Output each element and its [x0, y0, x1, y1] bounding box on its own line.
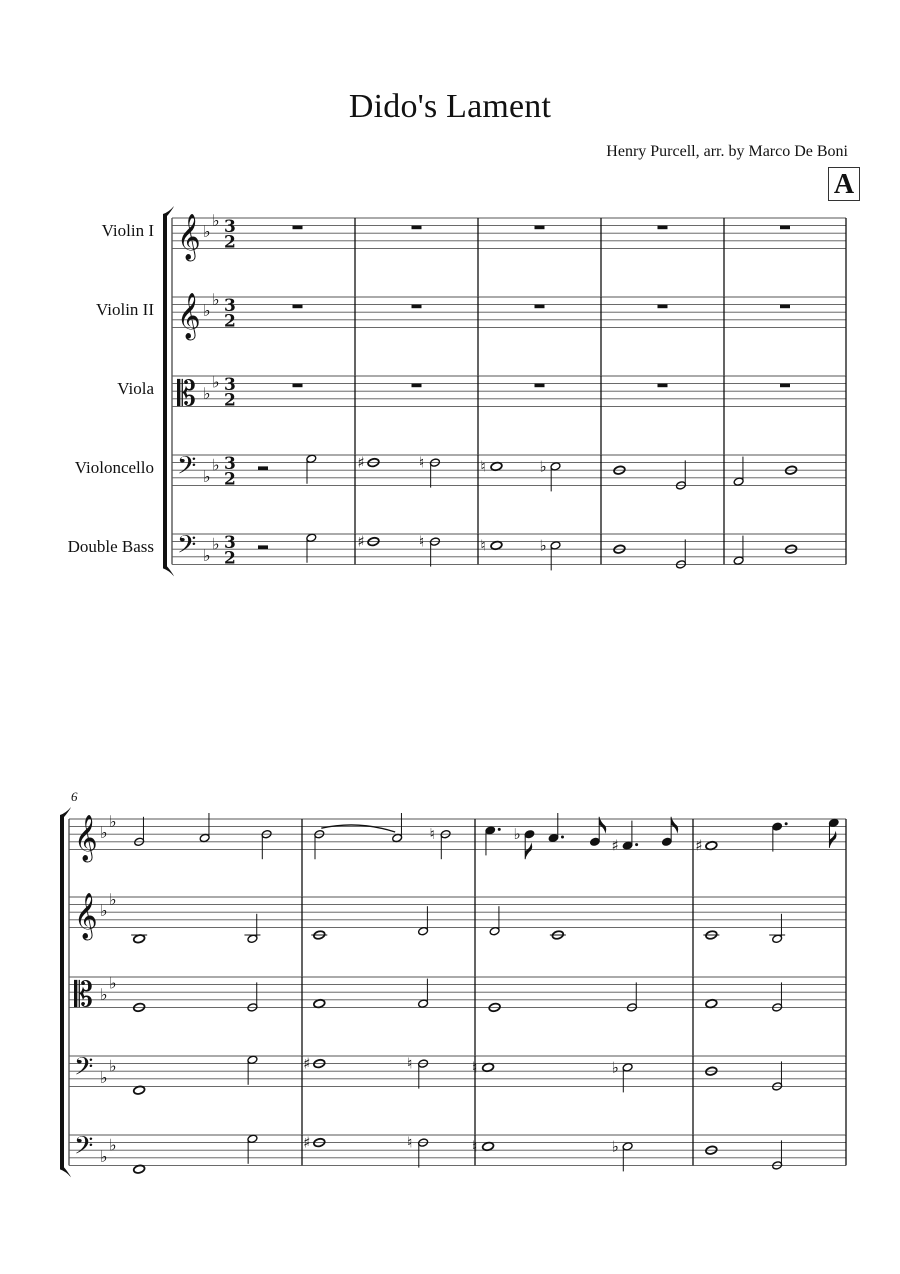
whole-rest-icon — [535, 305, 545, 309]
whole-rest-icon — [412, 384, 422, 388]
natural-icon: ♮ — [407, 1133, 413, 1152]
treble-clef-icon: 𝄞 — [74, 892, 98, 939]
natural-icon: ♮ — [480, 536, 486, 555]
flat-icon: ♭ — [539, 457, 547, 476]
instrument-label: Violin I — [101, 221, 154, 241]
bass-clef-icon: 𝄢 — [74, 1052, 94, 1088]
time-signature-denominator: 2 — [224, 311, 236, 332]
time-signature-numerator: 3 — [224, 454, 236, 475]
flat-icon: ♭ — [100, 901, 108, 921]
staff-violin-i — [172, 211, 846, 297]
flat-icon: ♭ — [539, 536, 547, 555]
staff-viola — [172, 373, 846, 455]
treble-clef-icon: 𝄞 — [74, 814, 98, 861]
bracket — [163, 214, 167, 568]
whole-rest-icon — [658, 226, 668, 230]
whole-rest-icon — [780, 305, 790, 309]
flat-icon: ♭ — [203, 222, 211, 242]
whole-rest-icon — [412, 226, 422, 230]
natural-icon: ♮ — [472, 1058, 478, 1077]
instrument-label: Violoncello — [74, 458, 154, 478]
whole-rest-icon — [658, 384, 668, 388]
whole-rest-icon — [658, 305, 668, 309]
flat-icon: ♭ — [100, 823, 108, 843]
time-signature-denominator: 2 — [224, 548, 236, 569]
flat-icon: ♭ — [203, 384, 211, 403]
flat-icon: ♭ — [109, 889, 117, 909]
sharp-icon: ♯ — [303, 1054, 311, 1073]
composer-credit: Henry Purcell, arr. by Marco De Boni — [606, 143, 848, 160]
flat-icon: ♭ — [212, 372, 220, 392]
system-2 — [60, 807, 846, 1177]
half-rest-icon — [258, 545, 268, 549]
flat-icon: ♭ — [109, 973, 117, 993]
flat-icon: ♭ — [212, 210, 220, 230]
instrument-label: Violin II — [96, 300, 154, 320]
natural-icon: ♮ — [472, 1137, 478, 1156]
staff-double-bass — [172, 531, 846, 571]
flat-icon: ♭ — [212, 534, 220, 554]
score-title: Dido's Lament — [348, 88, 552, 125]
flat-icon: ♭ — [611, 1137, 619, 1156]
staff-viola — [69, 974, 846, 1056]
staff-violin-ii — [172, 290, 846, 376]
measure-number: 6 — [71, 789, 78, 804]
flat-icon: ♭ — [100, 1146, 108, 1166]
system-1 — [163, 206, 846, 576]
staff-double-bass — [69, 1132, 846, 1175]
sharp-icon: ♯ — [303, 1133, 311, 1152]
sharp-icon: ♯ — [357, 532, 365, 551]
whole-rest-icon — [293, 384, 303, 388]
time-signature-numerator: 3 — [224, 217, 236, 238]
staff-violin-i — [69, 812, 846, 897]
flat-icon: ♭ — [109, 1135, 117, 1155]
staff-violoncello — [69, 1053, 846, 1135]
whole-rest-icon — [780, 384, 790, 388]
augmentation-dot — [635, 843, 638, 846]
flat-icon: ♭ — [212, 289, 220, 309]
natural-icon: ♮ — [418, 453, 425, 472]
alto-clef-icon: 𝄡 — [74, 975, 93, 1016]
bass-clef-icon: 𝄢 — [177, 530, 197, 566]
augmentation-dot — [561, 836, 564, 839]
time-signature-numerator: 3 — [224, 296, 236, 317]
flat-icon: ♭ — [203, 301, 211, 321]
augmentation-dot — [785, 822, 788, 825]
eighth-flag-icon — [525, 842, 532, 859]
bass-clef-icon: 𝄢 — [74, 1131, 94, 1167]
time-signature-numerator: 3 — [224, 533, 236, 554]
natural-icon: ♮ — [407, 1054, 413, 1073]
alto-clef-icon: 𝄡 — [177, 374, 196, 415]
treble-clef-icon: 𝄞 — [177, 292, 201, 339]
bracket-top-hook — [163, 206, 174, 216]
treble-clef-icon: 𝄞 — [177, 213, 201, 260]
bracket — [60, 815, 64, 1169]
flat-icon: ♭ — [109, 1056, 117, 1076]
sharp-icon: ♯ — [611, 836, 619, 855]
flat-icon: ♭ — [100, 985, 108, 1004]
flat-icon: ♭ — [109, 811, 117, 831]
sharp-icon: ♯ — [695, 836, 703, 855]
time-signature-denominator: 2 — [224, 232, 236, 253]
natural-icon: ♮ — [429, 825, 435, 844]
whole-rest-icon — [535, 384, 545, 388]
whole-rest-icon — [412, 305, 422, 309]
bracket-top-hook — [60, 807, 71, 817]
rehearsal-mark: A — [828, 167, 860, 201]
bass-clef-icon: 𝄢 — [177, 451, 197, 487]
augmentation-dot — [498, 828, 501, 831]
flat-icon: ♭ — [203, 545, 211, 565]
half-rest-icon — [258, 466, 268, 470]
tie-slur — [321, 825, 395, 832]
natural-icon: ♮ — [480, 457, 486, 476]
staff-violin-ii — [69, 890, 846, 977]
eighth-flag-icon — [829, 831, 836, 848]
staff-violoncello — [172, 452, 846, 534]
time-signature-denominator: 2 — [224, 469, 236, 490]
flat-icon: ♭ — [100, 1067, 108, 1087]
flat-icon: ♭ — [513, 825, 521, 844]
instrument-label: Viola — [117, 379, 154, 399]
whole-rest-icon — [535, 226, 545, 230]
natural-icon: ♮ — [418, 532, 425, 551]
whole-rest-icon — [293, 226, 303, 230]
whole-rest-icon — [780, 226, 790, 230]
time-signature-denominator: 2 — [224, 390, 236, 411]
bracket-bottom-hook — [60, 1167, 71, 1177]
time-signature-numerator: 3 — [224, 375, 236, 396]
sharp-icon: ♯ — [357, 453, 365, 472]
whole-rest-icon — [293, 305, 303, 309]
flat-icon: ♭ — [212, 455, 220, 475]
bracket-bottom-hook — [163, 566, 174, 576]
flat-icon: ♭ — [203, 466, 211, 486]
instrument-label: Double Bass — [67, 537, 154, 557]
flat-icon: ♭ — [611, 1058, 619, 1077]
